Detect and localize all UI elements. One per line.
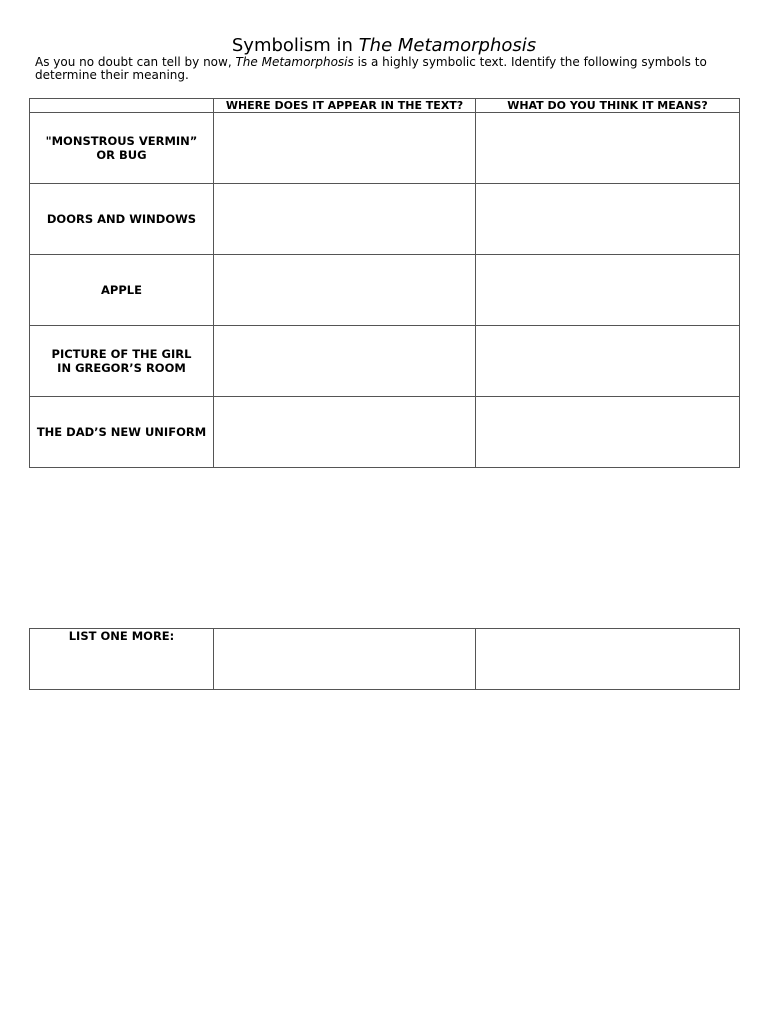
where-answer-cell[interactable] — [214, 113, 476, 184]
symbols-table — [29, 98, 740, 468]
symbol-label — [30, 397, 214, 468]
meaning-answer-cell[interactable] — [476, 255, 740, 326]
symbol-label — [30, 184, 214, 255]
table-header-row — [30, 99, 740, 113]
where-answer-cell[interactable] — [214, 397, 476, 468]
symbol-line: IN GREGOR’S ROOM — [57, 361, 186, 375]
where-answer-cell[interactable] — [214, 255, 476, 326]
where-answer-cell[interactable] — [214, 184, 476, 255]
extra-meaning-answer-cell[interactable] — [476, 629, 740, 690]
header-meaning: WHAT DO YOU THINK IT MEANS? — [476, 99, 740, 113]
table-row — [30, 184, 740, 255]
meaning-answer-cell[interactable] — [476, 184, 740, 255]
title-prefix: Symbolism in — [231, 35, 359, 56]
instructions-part2: is a highly symbolic text. Identify the following symbols to determine their meaning. — [35, 55, 707, 82]
symbol-line: OR BUG — [96, 148, 147, 162]
extra-symbol-table — [29, 628, 740, 690]
table-row — [30, 255, 740, 326]
extra-symbol-label: LIST ONE MORE: — [30, 629, 214, 690]
symbol-line: THE DAD’S NEW UNIFORM — [36, 425, 207, 439]
symbol-label — [30, 255, 214, 326]
table-row — [30, 326, 740, 397]
extra-where-answer-cell[interactable] — [214, 629, 476, 690]
table-row — [30, 629, 740, 690]
symbol-line: DOORS AND WINDOWS — [46, 212, 197, 226]
table-row — [30, 397, 740, 468]
symbol-line: PICTURE OF THE GIRL — [51, 347, 192, 361]
instructions — [35, 56, 735, 82]
where-answer-cell[interactable] — [214, 326, 476, 397]
symbol-label — [30, 113, 214, 184]
title-book-name: The Metamorphosis — [358, 35, 537, 56]
instructions-book-name: The Metamorphosis — [235, 55, 354, 69]
symbol-label — [30, 326, 214, 397]
table-row — [30, 113, 740, 184]
meaning-answer-cell[interactable] — [476, 397, 740, 468]
instructions-part1: As you no doubt can tell by now, — [35, 55, 236, 69]
meaning-answer-cell[interactable] — [476, 326, 740, 397]
symbol-line: "MONSTROUS VERMIN” — [45, 134, 198, 148]
meaning-answer-cell[interactable] — [476, 113, 740, 184]
header-symbol — [30, 99, 214, 113]
symbol-line: APPLE — [101, 283, 142, 297]
header-where: WHERE DOES IT APPEAR IN THE TEXT? — [214, 99, 476, 113]
